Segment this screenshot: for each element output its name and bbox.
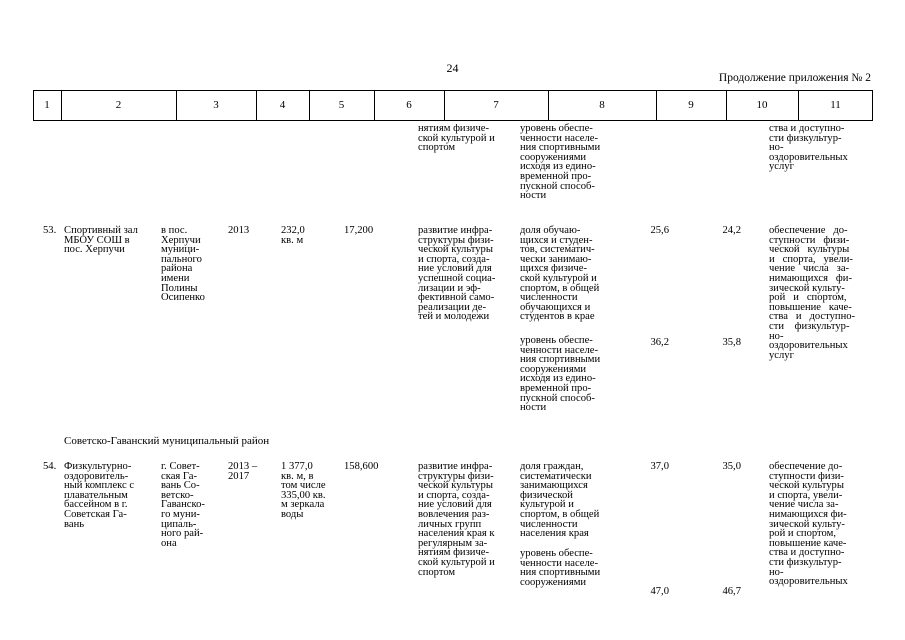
indicator-text: уровень обеспе- ченности населе- ния спортивными сооружениями — [520, 548, 601, 588]
indicator-value-10: 24,2 — [722, 225, 741, 236]
indicator-text: доля обучаю- щихся и студен- тов, систематич- чески занимаю- щихся физиче- ской культурой и спортом, в общей численности обучающихся и студентов в крае — [520, 225, 600, 323]
indicator-text: уровень обеспе- ченности населе- ния спортивными сооружениями исходя из едино- временной про- пускной способ- ности — [520, 335, 601, 414]
indicator-value-9: 47,0 — [650, 586, 669, 597]
cont-goal-text: нятиям физиче- ской культурой и спортом — [418, 123, 495, 154]
col-header-7: 7 — [493, 99, 499, 111]
expected-result: обеспечение до- ступности физи- ческой культуры и спорта, увели- чение числа за- нимающихся фи- зической культу- рой и спортом, повышение каче- ства и доступно- сти физкультур- но- оздоровительных услуг — [769, 225, 856, 361]
col-header-4: 4 — [279, 99, 286, 111]
indicator-text: доля граждан, систематически занимающихся физической культурой и спортом, в общей численности населения края — [520, 461, 600, 540]
object-name: Спортивный зал МБОУ СОШ в пос. Херпучи — [64, 225, 138, 256]
district-heading: Советско-Гаванский муниципальный район — [64, 435, 270, 447]
table-header — [33, 90, 873, 121]
object-goal: развитие инфра- структуры физи- ческой культуры и спорта, созда- ние условий для успешной социа- лизации и эф- фективной само- реализации де- тей и молодежи — [418, 225, 496, 323]
col-header-9: 9 — [688, 99, 694, 111]
col-header-1: 1 — [44, 99, 50, 111]
object-cost: 17,200 — [344, 225, 374, 236]
indicator-value-10: 35,0 — [722, 461, 741, 472]
indicator-value-9: 25,6 — [650, 225, 669, 236]
indicator-value-10: 46,7 — [722, 586, 741, 597]
page-number: 24 — [446, 61, 459, 75]
indicator-value-10: 35,8 — [722, 337, 741, 348]
object-location: г. Совет- ская Га- вань Со- ветско- Гаванско- го муни- ципаль- ного рай- она — [161, 461, 205, 549]
construction-years: 2013 — [228, 225, 250, 236]
col-header-3: 3 — [213, 99, 219, 111]
cont-result-text: ства и доступно- сти физкультур- но- оздоровительных услуг — [769, 123, 848, 173]
indicator-value-9: 37,0 — [650, 461, 669, 472]
col-header-2: 2 — [115, 99, 122, 111]
continuation-note: Продолжение приложения № 2 — [718, 72, 871, 84]
col-header-10: 10 — [756, 99, 768, 111]
object-capacity: 232,0 кв. м — [281, 225, 305, 246]
col-header-6: 6 — [406, 99, 412, 111]
object-capacity: 1 377,0 кв. м, в том числе 335,00 кв. м зеркала воды — [281, 461, 326, 520]
expected-result: обеспечение до- ступности физи- ческой культуры и спорта, увели- чение числа за- нимающихся фи- зической культу- рой и спортом, повышение каче- ства и доступно- сти физкультур- но- оздоровительных — [769, 461, 848, 588]
row-number: 54. — [43, 461, 57, 472]
cont-indicator-text: уровень обеспе- ченности населе- ния спортивными сооружениями исходя из едино- временной про- пускной способ- ности — [520, 123, 601, 202]
row-number: 53. — [43, 225, 57, 236]
object-goal: развитие инфра- структуры физи- ческой культуры и спорта, созда- ние условий для вовлечения раз- личных групп населения края к регулярным за- нятиям физиче- ской культурой и спортом — [418, 461, 495, 578]
construction-years: 2013 – 2017 — [228, 461, 258, 482]
object-location: в пос. Херпучи муници- пального района имени Полины Осипенко — [161, 225, 205, 304]
object-name: Физкультурно- оздоровитель- ный комплекс с плавательным бассейном в г. Советская Га- вань — [64, 461, 135, 530]
col-header-8: 8 — [599, 99, 605, 111]
col-header-11: 11 — [830, 99, 841, 111]
object-cost: 158,600 — [344, 461, 379, 472]
indicator-value-9: 36,2 — [650, 337, 669, 348]
col-header-5: 5 — [338, 99, 345, 111]
